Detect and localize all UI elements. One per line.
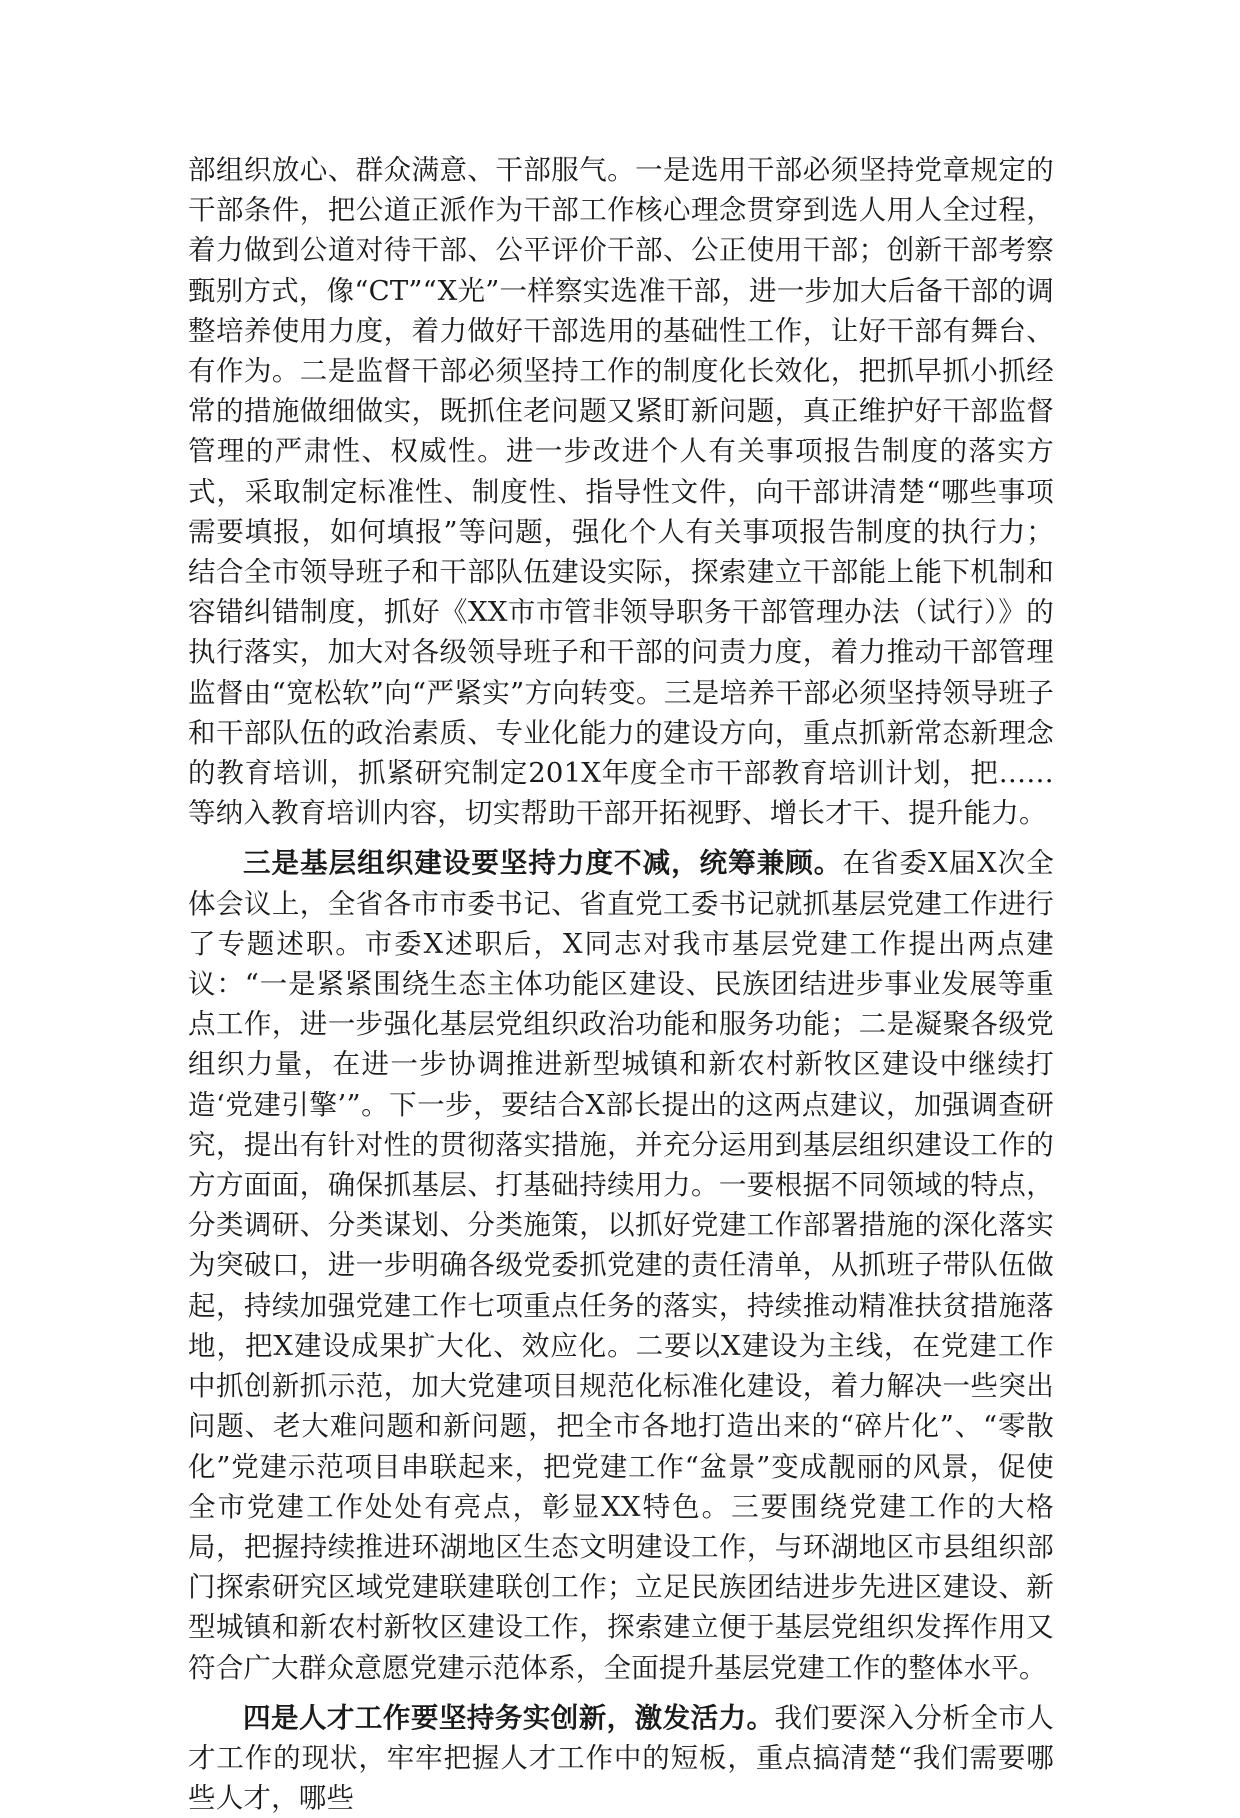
document-body (188, 150, 1054, 1818)
paragraph-cadre-work (188, 150, 1054, 833)
paragraph-text: 我们要深入分析全市人才工作的现状，牢牢把握人才工作中的短板，重点搞清楚“我们需要哪些人才，哪些 (188, 1701, 1054, 1815)
paragraph-text: 在省委X届X次全体会议上，全省各市市委书记、省直党工委书记就抓基层党建工作进行了专题述职。市委X述职后，X同志对我市基层党建工作提出两点建议：“一是紧紧围绕生态主体功能区建设、民族团结进步事业发展等重点工作，进一步强化基层党组织政治功能和服务功能；二是凝聚各级党组织力量，在进一步协调推进新型城镇和新农村新牧区建设中继续打造‘党建引擎’”。下一步，要结合X部长提出的这两点建议，加强调查研究，提出有针对性的贯彻落实措施，并充分运用到基层组织建设工作的方方面面，确保抓基层、打基础持续用力。一要根据不同领域的特点，分类调研、分类谋划、分类施策，以抓好党建工作部署措施的深化落实为突破口，进一步明确各级党委抓党建的责任清单，从抓班子带队伍做起，持续加强党建工作七项重点任务的落实，持续推动精准扶贫措施落地，把X建设成果扩大化、效应化。二要以X建设为主线，在党建工作中抓创新抓示范，加大党建项目规范化标准化建设，着力解决一些突出问题、老大难问题和新问题，把全市各地打造出来的“碎片化”、“零散化”党建示范项目串联起来，把党建工作“盆景”变成靓丽的风景，促使全市党建工作处处有亮点，彰显XX特色。三要围绕党建工作的大格局，把握持续推进环湖地区生态文明建设工作，与环湖地区市县组织部门探索研究区域党建联建联创工作；立足民族团结进步先进区建设、新型城镇和新农村新牧区建设工作，探索建立便于基层党组织发挥作用又符合广大群众意愿党建示范体系，全面提升基层党建工作的整体水平。 (188, 847, 1054, 1684)
paragraph-heading: 四是人才工作要坚持务实创新，激发活力。 (243, 1701, 775, 1734)
paragraph-text: 部组织放心、群众满意、干部服气。一是选用干部必须坚持党章规定的干部条件，把公道正派作为干部工作核心理念贯穿到选人用人全过程，着力做到公道对待干部、公平评价干部、公正使用干部；创新干部考察甄别方式，像“CT”“X光”一样察实选准干部，进一步加大后备干部的调整培养使用力度，着力做好干部选用的基础性工作，让好干部有舞台、有作为。二是监督干部必须坚持工作的制度化长效化，把抓早抓小抓经常的措施做细做实，既抓住老问题又紧盯新问题，真正维护好干部监督管理的严肃性、权威性。进一步改进个人有关事项报告制度的落实方式，采取制定标准性、制度性、指导性文件，向干部讲清楚“哪些事项需要填报，如何填报”等问题，强化个人有关事项报告制度的执行力；结合全市领导班子和干部队伍建设实际，探索建立干部能上能下机制和容错纠错制度，抓好《XX市市管非领导职务干部管理办法（试行）》的执行落实，加大对各级领导班子和干部的问责力度，着力推动干部管理监督由“宽松软”向“严紧实”方向转变。三是培养干部必须坚持领导班子和干部队伍的政治素质、专业化能力的建设方向，重点抓新常态新理念的教育培训，抓紧研究制定201X年度全市干部教育培训计划，把……等纳入教育培训内容，切实帮助干部开拓视野、增长才干、提升能力。 (188, 154, 1054, 830)
paragraph-talent-work (188, 1698, 1054, 1818)
paragraph-heading: 三是基层组织建设要坚持力度不减，统筹兼顾。 (243, 847, 843, 880)
paragraph-grassroots-organization (188, 843, 1054, 1687)
